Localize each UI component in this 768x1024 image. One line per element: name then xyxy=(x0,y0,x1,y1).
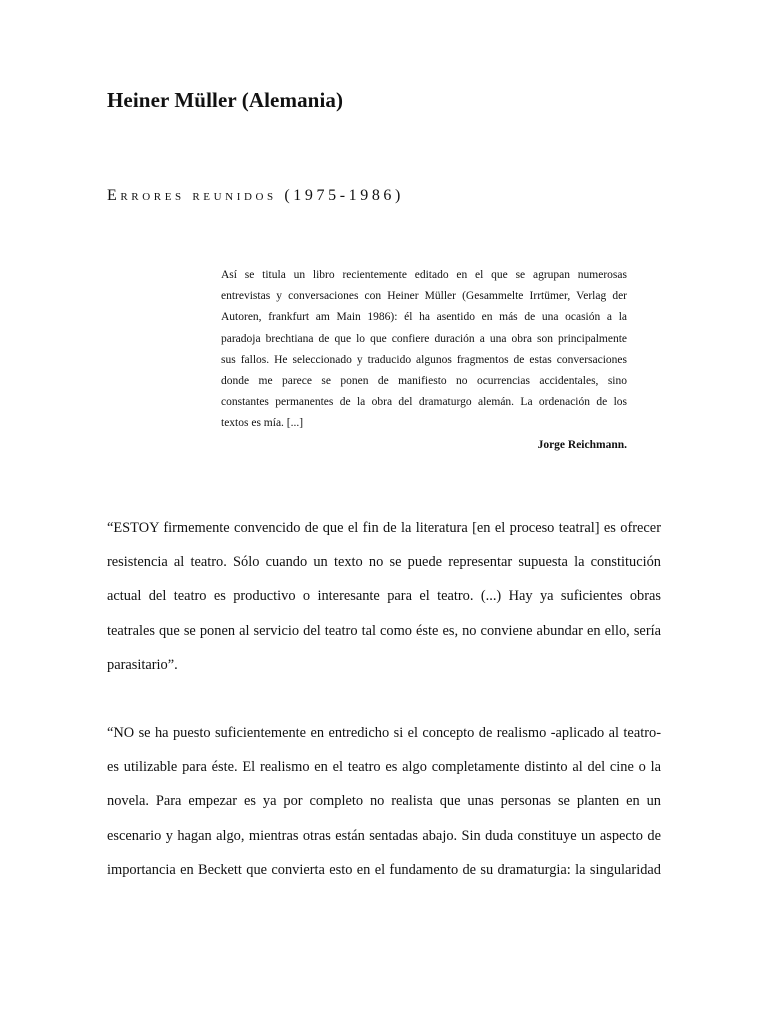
paragraph-line: actual del teatro es productivo o interesante para el teatro. (...) Hay ya suficientes obras xyxy=(107,588,661,605)
intro-line: entrevistas y conversaciones con Heiner Müller (Gesammelte Irrtümer, Verlag der xyxy=(221,290,627,303)
intro-line: donde me parece se ponen de manifiesto no ocurrencias accidentales, sino xyxy=(221,374,627,387)
quote-paragraph-2 xyxy=(107,716,661,887)
intro-line: sus fallos. He seleccionado y traducido algunos fragmentos de estas conversaciones xyxy=(221,353,627,366)
intro-line: paradoja brechtiana de que lo que confiere duración a una obra son principalmente xyxy=(221,332,627,345)
paragraph-line: teatrales que se ponen al servicio del teatro tal como éste es, no conviene abundar en ello, sería xyxy=(107,622,661,639)
intro-line: textos es mía. [...] xyxy=(221,417,304,430)
paragraph-line: es utilizable para éste. El realismo en el teatro es algo completamente distinto al del cine o la xyxy=(107,759,661,776)
intro-paragraph xyxy=(221,265,627,456)
paragraph-line: novela. Para empezar es ya por completo no realista que unas personas se planten en un xyxy=(107,793,661,810)
paragraph-line: “NO se ha puesto suficientemente en entredicho si el concepto de realismo -aplicado al teatro- xyxy=(107,725,661,741)
paragraph-line: escenario y hagan algo, mientras otras están sentadas abajo. Sin duda constituye un aspecto de xyxy=(107,827,661,844)
section-title: Errores reunidos (1975-1986) xyxy=(107,187,404,204)
paragraph-line: resistencia al teatro. Sólo cuando un texto no se puede representar supuesta la constitución xyxy=(107,554,661,571)
paragraph-line: parasitario”. xyxy=(107,656,178,673)
paragraph-line: importancia en Beckett que convierta esto en el fundamento de su dramaturgia: la singularidad xyxy=(107,861,661,878)
intro-line: constantes permanentes de la obra del dramaturgo alemán. La ordenación de los xyxy=(221,396,627,409)
quote-paragraph-1 xyxy=(107,511,661,682)
page-title: Heiner Müller (Alemania) xyxy=(107,88,344,112)
paragraph-line: “ESTOY firmemente convencido de que el fin de la literatura [en el proceso teatral] es ofrecer xyxy=(107,520,661,536)
intro-line: Autoren, frankfurt am Main 1986): él ha asentido en más de una ocasión a la xyxy=(221,311,627,324)
intro-line: Así se titula un libro recientemente editado en el que se agrupan numerosas xyxy=(221,269,627,281)
intro-signature: Jorge Reichmann. xyxy=(537,438,627,451)
